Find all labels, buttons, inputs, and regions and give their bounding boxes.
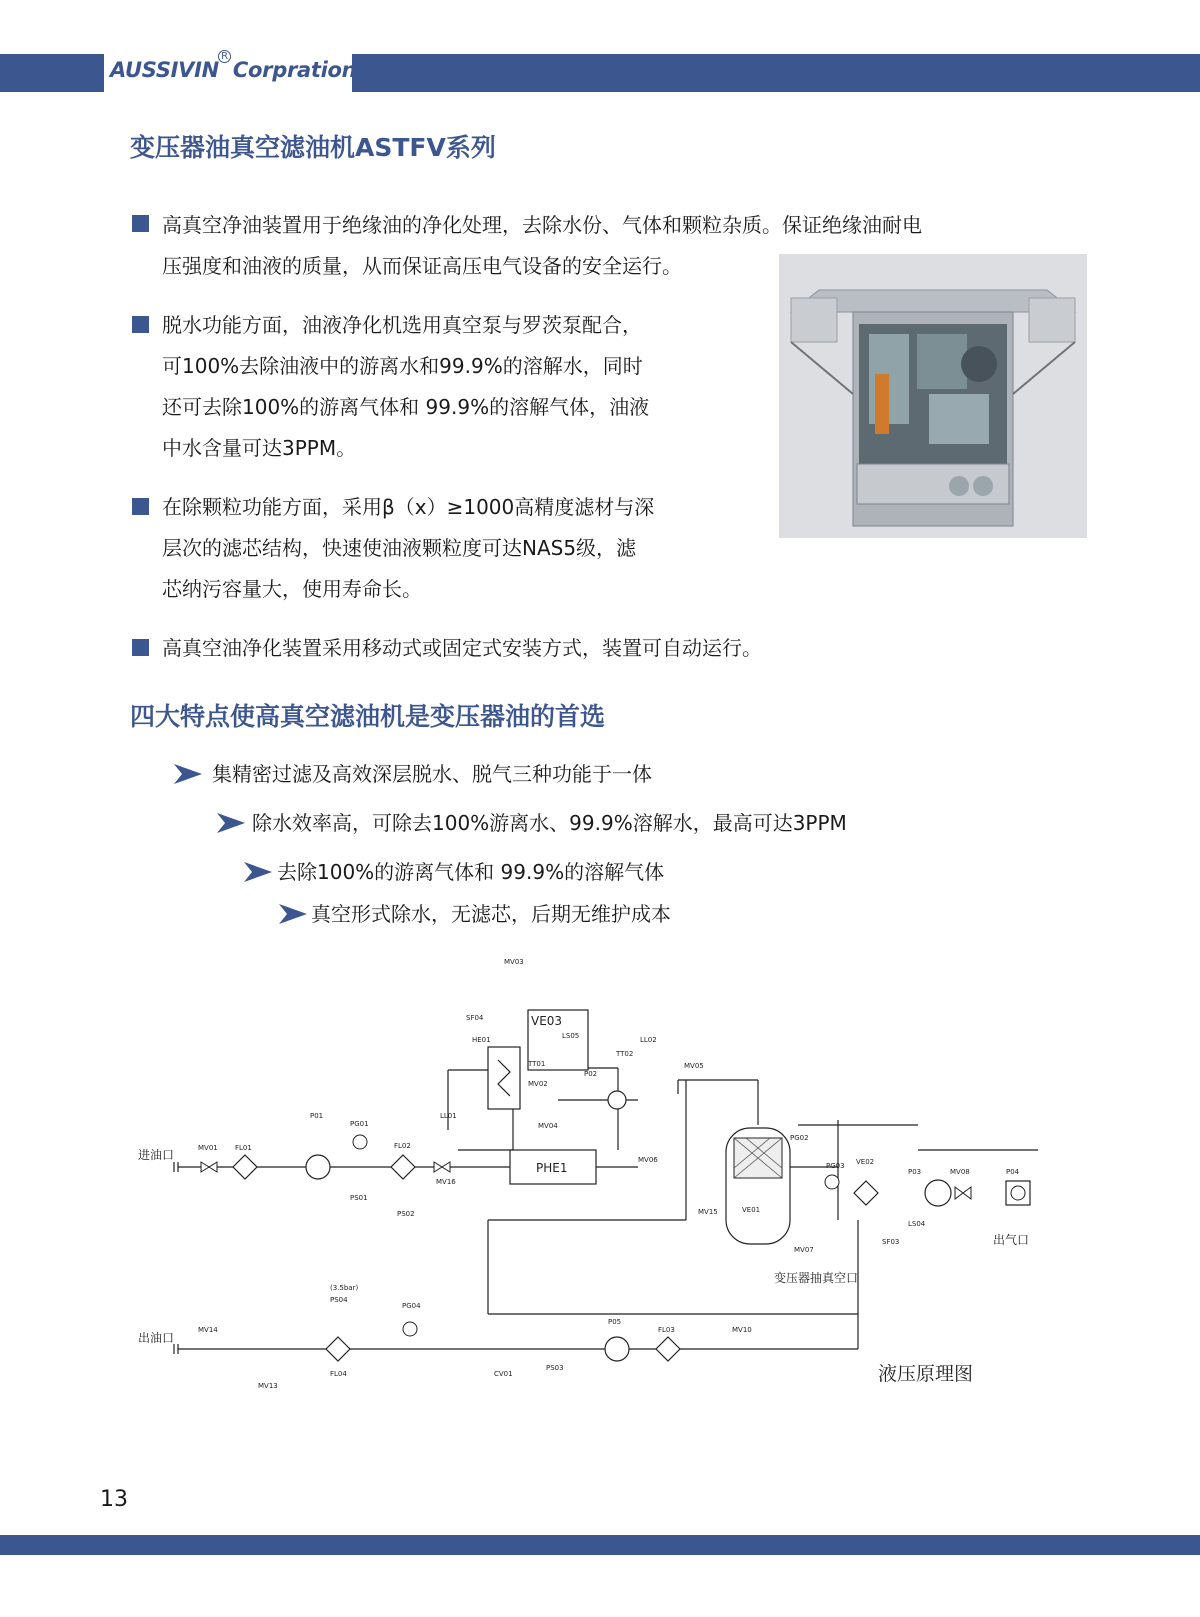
tag-label: PG04 bbox=[402, 1302, 421, 1310]
tag-label: FL02 bbox=[394, 1142, 411, 1150]
feature-text: 真空形式除水，无滤芯，后期无维护成本 bbox=[311, 902, 671, 926]
outlet-label: 出油口 bbox=[138, 1331, 175, 1345]
inlet-label: 进油口 bbox=[138, 1148, 175, 1162]
tag-label: LL02 bbox=[640, 1036, 657, 1044]
filter-fl01-icon bbox=[233, 1155, 257, 1179]
page-title: 变压器油真空滤油机ASTFV系列 bbox=[130, 133, 496, 162]
feature-item bbox=[279, 900, 759, 928]
filter-fl02-icon bbox=[391, 1155, 415, 1179]
arrow-icon bbox=[279, 902, 307, 926]
tag-label: PS02 bbox=[397, 1210, 415, 1218]
pump-p05-icon bbox=[605, 1337, 629, 1361]
tag-label: PG03 bbox=[826, 1162, 845, 1170]
tag-label: SF04 bbox=[466, 1014, 484, 1022]
brand-suffix: Corpration bbox=[232, 58, 357, 82]
tag-label: MV15 bbox=[698, 1208, 718, 1216]
arrow-icon bbox=[244, 860, 272, 884]
tag-label: PS03 bbox=[546, 1364, 564, 1372]
arrow-icon bbox=[174, 762, 202, 786]
tag-label: MV08 bbox=[950, 1168, 970, 1176]
intro-line: 高真空净油装置用于绝缘油的净化处理，去除水份、气体和颗粒杂质。保证绝缘油耐电 bbox=[162, 213, 922, 237]
tag-label: MV14 bbox=[198, 1326, 218, 1334]
header-bar-left bbox=[0, 54, 104, 92]
gauge-pg01-icon bbox=[353, 1135, 367, 1149]
vacuum-port-label: 变压器抽真空口 bbox=[774, 1271, 859, 1285]
tag-label: FL04 bbox=[330, 1370, 347, 1378]
brand-registered-mark: R bbox=[218, 50, 231, 63]
feature-item bbox=[244, 858, 744, 886]
tag-label: P04 bbox=[1006, 1168, 1020, 1176]
gauge-pg03-icon bbox=[825, 1175, 839, 1189]
phe1-label: PHE1 bbox=[536, 1161, 568, 1175]
tag-label: MV01 bbox=[198, 1144, 218, 1152]
tag-label: MV10 bbox=[732, 1326, 752, 1334]
tank-label: VE03 bbox=[531, 1014, 563, 1028]
intro-line: 中水含量可达3PPM。 bbox=[162, 436, 357, 460]
brand-logo bbox=[110, 51, 357, 82]
intro-point-2 bbox=[162, 305, 649, 469]
pressure-note: (3.5bar) bbox=[330, 1284, 359, 1292]
tag-label: FL03 bbox=[658, 1326, 675, 1334]
intro-line: 压强度和油液的质量，从而保证高压电气设备的安全运行。 bbox=[162, 254, 682, 278]
intro-line: 还可去除100%的游离气体和 99.9%的溶解气体，油液 bbox=[162, 395, 650, 419]
hydraulic-diagram bbox=[138, 950, 1078, 1410]
tag-label: MV02 bbox=[528, 1080, 548, 1088]
intro-line: 芯纳污容量大，使用寿命长。 bbox=[162, 577, 422, 601]
tag-label: CV01 bbox=[494, 1370, 513, 1378]
intro-line: 高真空油净化装置采用移动式或固定式安装方式，装置可自动运行。 bbox=[162, 636, 762, 660]
tag-label: MV13 bbox=[258, 1382, 278, 1390]
feature-item bbox=[217, 809, 937, 837]
bullet-square-icon bbox=[132, 498, 149, 515]
tag-label: LS05 bbox=[562, 1032, 580, 1040]
tag-label: TT01 bbox=[528, 1060, 546, 1068]
bullet-square-icon bbox=[132, 639, 149, 656]
tag-label: PS01 bbox=[350, 1194, 368, 1202]
tag-label: PG01 bbox=[350, 1120, 369, 1128]
bullet-square-icon bbox=[132, 215, 149, 232]
tag-label: P03 bbox=[908, 1168, 922, 1176]
arrow-icon bbox=[217, 811, 245, 835]
intro-line: 可100%去除油液中的游离水和99.9%的溶解水，同时 bbox=[162, 354, 643, 378]
tag-label: PG02 bbox=[790, 1134, 809, 1142]
tag-label: TT02 bbox=[616, 1050, 634, 1058]
feature-text: 除水效率高，可除去100%游离水、99.9%溶解水，最高可达3PPM bbox=[252, 811, 847, 835]
tag-label: MV05 bbox=[684, 1062, 704, 1070]
gas-out-label: 出气口 bbox=[993, 1233, 1030, 1247]
diagram-caption: 液压原理图 bbox=[878, 1363, 974, 1385]
tag-label: HE01 bbox=[472, 1036, 491, 1044]
gauge-pg04-icon bbox=[403, 1322, 417, 1336]
tag-label: PS04 bbox=[330, 1296, 348, 1304]
tag-label: LS04 bbox=[908, 1220, 926, 1228]
filter-fl04-icon bbox=[326, 1337, 350, 1361]
page-number: 13 bbox=[100, 1487, 128, 1512]
pump-p04-icon bbox=[1006, 1181, 1030, 1205]
bullet-square-icon bbox=[132, 316, 149, 333]
tag-label: P05 bbox=[608, 1318, 622, 1326]
feature-item bbox=[174, 760, 774, 788]
footer-bar bbox=[0, 1535, 1200, 1555]
intro-point-3 bbox=[162, 487, 654, 610]
tag-label: MV03 bbox=[504, 958, 524, 966]
filter-fl03-icon bbox=[656, 1337, 680, 1361]
intro-point-4 bbox=[162, 628, 762, 669]
product-photo bbox=[779, 254, 1087, 538]
header-bar-right bbox=[352, 54, 1200, 92]
tag-label: P02 bbox=[584, 1070, 598, 1078]
brand-name: AUSSIVIN bbox=[110, 58, 219, 82]
tag-label: FL01 bbox=[235, 1144, 252, 1152]
tag-label: MV04 bbox=[538, 1122, 558, 1130]
intro-line: 层次的滤芯结构，快速使油液颗粒度可达NAS5级，滤 bbox=[162, 536, 637, 560]
pump-p03-icon bbox=[925, 1180, 951, 1206]
filter-ve02-icon bbox=[854, 1181, 878, 1205]
tag-label: MV07 bbox=[794, 1246, 814, 1254]
tag-label: LL01 bbox=[440, 1112, 457, 1120]
feature-text: 集精密过滤及高效深层脱水、脱气三种功能于一体 bbox=[212, 762, 652, 786]
pump-p02-icon bbox=[608, 1091, 626, 1109]
tag-label: MV06 bbox=[638, 1156, 658, 1164]
features-title: 四大特点使高真空滤油机是变压器油的首选 bbox=[130, 702, 606, 731]
tag-label: P01 bbox=[310, 1112, 324, 1120]
tag-label: VE01 bbox=[742, 1206, 761, 1214]
pump-p01-icon bbox=[306, 1155, 330, 1179]
tag-label: SF03 bbox=[882, 1238, 900, 1246]
tag-label: MV16 bbox=[436, 1178, 456, 1186]
tag-label: VE02 bbox=[856, 1158, 875, 1166]
feature-text: 去除100%的游离气体和 99.9%的溶解气体 bbox=[277, 860, 665, 884]
intro-line: 脱水功能方面，油液净化机选用真空泵与罗茨泵配合， bbox=[162, 313, 642, 337]
intro-line: 在除颗粒功能方面，采用β（x）≥1000高精度滤材与深 bbox=[162, 495, 655, 519]
